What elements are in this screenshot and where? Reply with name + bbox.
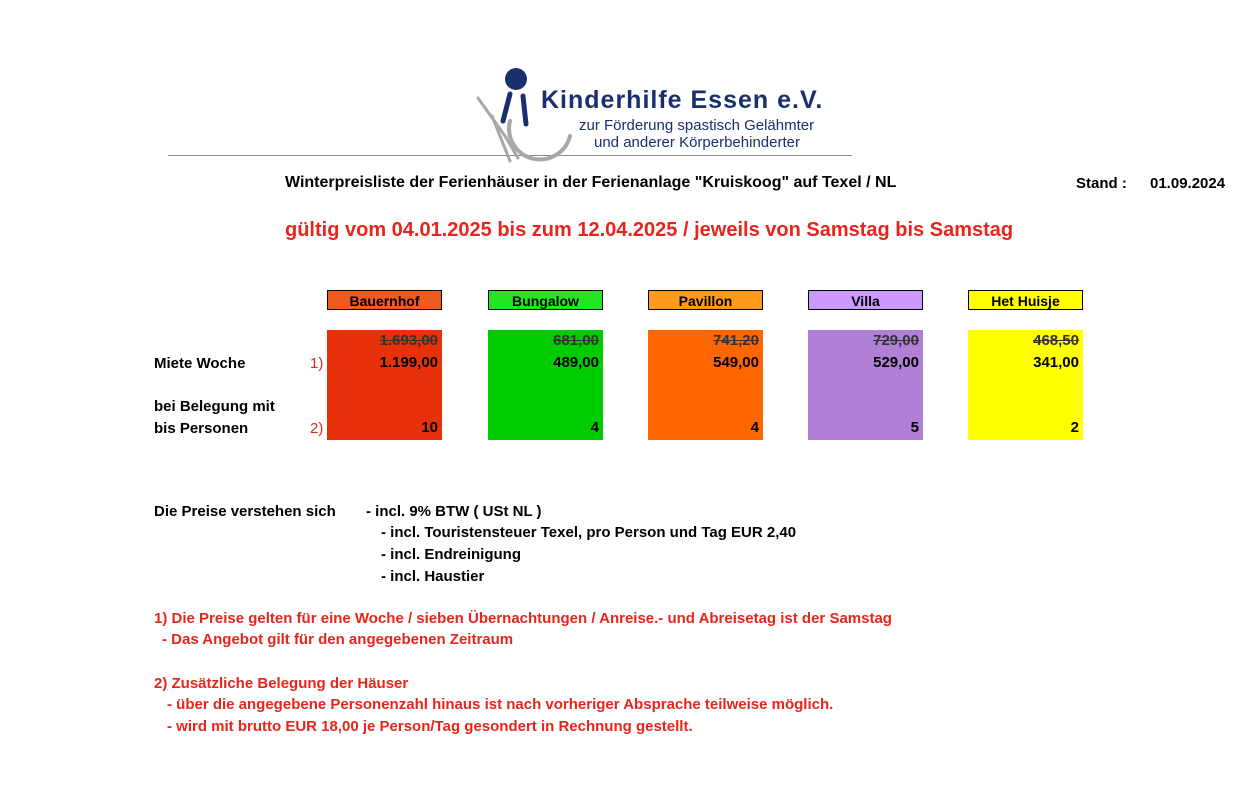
stand-label: Stand : [1076, 175, 1127, 192]
house-column-pavillon [648, 330, 763, 440]
logo-subtitle-1: zur Förderung spastisch Gelähmter [579, 117, 815, 134]
house-column-bauernhof [327, 330, 442, 440]
house-label-bungalow: Bungalow [488, 290, 603, 310]
footnote-1-line-2: - Das Angebot gilt für den angegebenen Zeitraum [162, 631, 514, 648]
included-item: - incl. 9% BTW ( USt NL ) [366, 503, 542, 520]
house-column-bungalow [488, 330, 603, 440]
house-label-bauernhof: Bauernhof [327, 290, 442, 310]
footnote-2-line-3: - wird mit brutto EUR 18,00 je Person/Tag gesondert in Rechnung gestellt. [167, 718, 693, 735]
weekly-price: 1.199,00 [379, 354, 438, 371]
validity-period: gültig vom 04.01.2025 bis zum 12.04.2025 / jeweils von Samstag bis Samstag [285, 219, 1014, 241]
occupancy-label-2: bis Personen [154, 420, 249, 437]
rent-week-label: Miete Woche [154, 355, 246, 372]
logo-title: Kinderhilfe Essen e.V. [541, 86, 824, 114]
old-price: 741,20 [713, 332, 759, 349]
stand-date: 01.09.2024 [1150, 175, 1226, 192]
weekly-price: 489,00 [553, 354, 599, 371]
max-persons: 10 [421, 419, 438, 436]
max-persons: 2 [1070, 419, 1079, 436]
house-label-het-huisje: Het Huisje [968, 290, 1083, 310]
included-item: - incl. Touristensteuer Texel, pro Person und Tag EUR 2,40 [381, 524, 797, 541]
occupancy-footnote-marker: 2) [310, 420, 324, 437]
old-price: 729,00 [873, 332, 919, 349]
included-intro: Die Preise verstehen sich [154, 503, 336, 520]
weekly-price: 529,00 [873, 354, 919, 371]
house-label-pavillon: Pavillon [648, 290, 763, 310]
rent-footnote-marker: 1) [310, 355, 324, 372]
max-persons: 4 [590, 419, 599, 436]
wheelchair-logo-icon [470, 66, 580, 166]
footnote-1-line-1: 1) Die Preise gelten für eine Woche / sieben Übernachtungen / Anreise.- und Abreisetag ist der Samstag [154, 610, 892, 627]
house-column-het-huisje [968, 330, 1083, 440]
max-persons: 4 [750, 419, 759, 436]
included-item: - incl. Endreinigung [381, 546, 521, 563]
logo-subtitle-2: und anderer Körperbehinderter [594, 134, 800, 151]
house-column-villa [808, 330, 923, 440]
weekly-price: 549,00 [713, 354, 759, 371]
old-price: 1.693,00 [379, 332, 438, 349]
page-title: Winterpreisliste der Ferienhäuser in der Ferienanlage "Kruiskoog" auf Texel / NL [285, 174, 897, 191]
footnote-2-line-2: - über die angegebene Personenzahl hinaus ist nach vorheriger Absprache teilweise möglich. [167, 696, 834, 713]
occupancy-label-1: bei Belegung mit [154, 398, 275, 415]
footnote-2-line-1: 2) Zusätzliche Belegung der Häuser [154, 675, 409, 692]
included-item: - incl. Haustier [381, 568, 485, 585]
weekly-price: 341,00 [1033, 354, 1079, 371]
old-price: 468,50 [1033, 332, 1079, 349]
max-persons: 5 [910, 419, 919, 436]
old-price: 681,00 [553, 332, 599, 349]
house-label-villa: Villa [808, 290, 923, 310]
